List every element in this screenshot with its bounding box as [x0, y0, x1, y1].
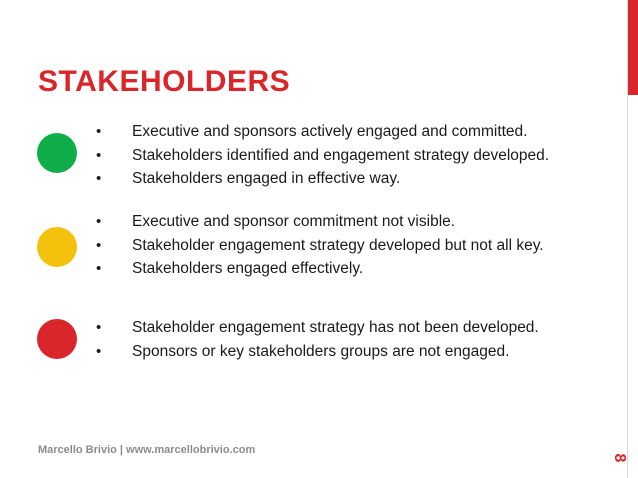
bullet-icon: •	[96, 146, 102, 164]
list-item-text: Stakeholders engaged effectively.	[132, 260, 364, 277]
list-item-text: Executive and sponsor commitment not visible.	[132, 213, 456, 230]
page-number: 8	[611, 453, 628, 463]
bullet-group-green	[96, 120, 549, 191]
red-status-icon	[37, 319, 77, 359]
right-sidebar	[627, 0, 638, 478]
bullet-group-red	[96, 316, 539, 363]
list-item	[96, 167, 549, 191]
slide-title: STAKEHOLDERS	[38, 65, 291, 98]
list-item-text: Stakeholder engagement strategy developed but not all key.	[132, 236, 544, 254]
list-item	[96, 234, 544, 258]
list-item	[96, 120, 549, 144]
yellow-status-icon	[37, 227, 77, 267]
footer-credit: Marcello Brivio | www.marcellobrivio.com	[38, 444, 256, 456]
bullet-icon: •	[96, 213, 102, 230]
list-item	[96, 210, 544, 234]
list-item	[96, 340, 539, 364]
bullet-icon: •	[96, 342, 102, 360]
green-status-icon	[37, 133, 77, 173]
bullet-group-yellow	[96, 210, 544, 281]
list-item	[96, 144, 549, 168]
list-item	[96, 257, 544, 281]
bullet-icon: •	[96, 170, 102, 187]
list-item	[96, 316, 539, 340]
sidebar-accent-bar	[628, 0, 638, 95]
list-item-text: Stakeholder engagement strategy has not been developed.	[132, 319, 539, 336]
bullet-icon: •	[96, 260, 102, 277]
list-item-text: Sponsors or key stakeholders groups are not engaged.	[132, 342, 510, 360]
bullet-icon: •	[96, 123, 102, 140]
list-item-text: Stakeholders engaged in effective way.	[132, 170, 401, 187]
list-item-text: Stakeholders identified and engagement strategy developed.	[132, 146, 550, 164]
bullet-icon: •	[96, 319, 102, 336]
bullet-icon: •	[96, 236, 102, 254]
list-item-text: Executive and sponsors actively engaged and committed.	[132, 123, 528, 140]
